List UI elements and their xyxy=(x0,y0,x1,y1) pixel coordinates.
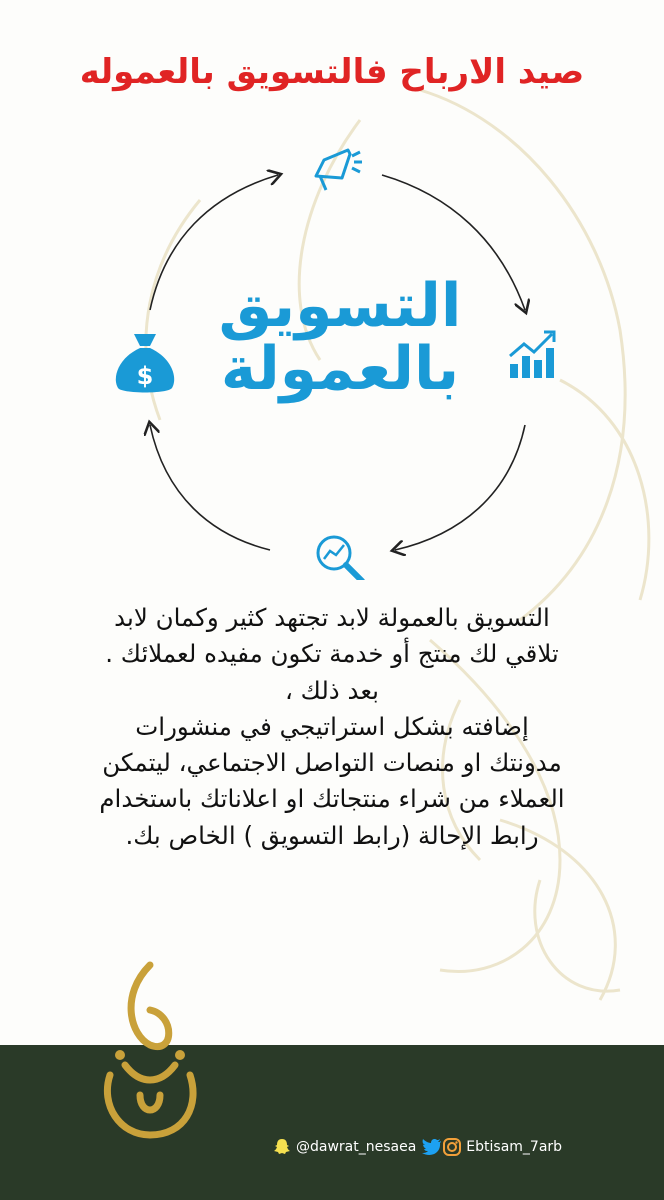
arrow-right-bottom xyxy=(395,425,525,550)
body-line: رابط الإحالة (رابط التسويق ) الخاص بك. xyxy=(125,820,539,850)
body-line: العملاء من شراء منتجاتك او اعلاناتك باستخدام xyxy=(99,784,565,814)
growth-chart-icon xyxy=(510,332,554,378)
brand-seal-logo xyxy=(80,955,220,1160)
social-handles xyxy=(272,1130,568,1164)
megaphone-icon xyxy=(316,150,362,190)
arrow-bottom-left xyxy=(150,425,270,550)
body-line: مدونتك او منصات التواصل الاجتماعي، ليتمكن xyxy=(102,748,562,777)
body-text xyxy=(20,600,644,854)
center-logo-line1: التسويق xyxy=(218,271,462,341)
center-logo xyxy=(190,271,490,404)
body-line: إضافته بشكل استراتيجي في منشورات xyxy=(135,711,529,741)
instagram-icon[interactable] xyxy=(442,1137,462,1157)
body-line: التسويق بالعمولة لابد تجتهد كثير وكمان لابد xyxy=(114,603,550,632)
search-analytics-icon xyxy=(318,537,362,580)
instagram-handle[interactable]: Ebtisam_7arb xyxy=(466,1139,563,1155)
money-bag-icon xyxy=(116,334,174,393)
snapchat-handle[interactable]: @dawrat_nesaea xyxy=(296,1139,417,1155)
page-title: صيد الارباح فالتسويق بالعموله xyxy=(79,52,585,92)
twitter-icon[interactable] xyxy=(422,1137,442,1157)
snapchat-icon[interactable] xyxy=(272,1137,292,1157)
body-line: تلاقي لك منتج أو خدمة تكون مفيده لعملائك . xyxy=(105,639,559,669)
svg-text:$: $ xyxy=(136,362,154,390)
center-logo-line2: بالعمولة xyxy=(220,334,460,404)
body-line: بعد ذلك ، xyxy=(284,675,379,705)
